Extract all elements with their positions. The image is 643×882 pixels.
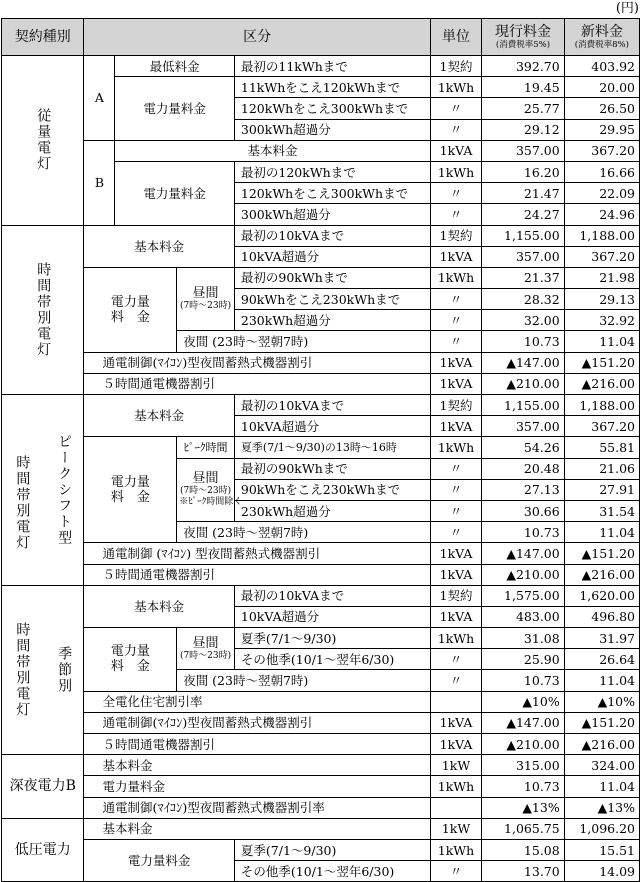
current-price: 31.08: [482, 628, 564, 649]
unit: 〃: [430, 458, 482, 479]
detail: 300kWh超過分: [234, 204, 430, 225]
current-price: 16.20: [482, 161, 564, 182]
new-price: 367.20: [564, 246, 639, 267]
table-row: [2, 564, 640, 585]
header-current: 現行料金 (消費税率5%): [482, 19, 564, 56]
current-price: 21.47: [482, 183, 564, 204]
discount-label: 全電化住宅割引率: [84, 691, 430, 712]
current-price: ▲147.00: [482, 712, 564, 733]
unit: 1kWh: [430, 267, 482, 288]
table-row: [2, 352, 640, 373]
new-price: 26.64: [564, 649, 639, 670]
unit: 1kVA: [430, 543, 482, 564]
current-price: 10.73: [482, 522, 564, 543]
current-price: 15.08: [482, 839, 564, 860]
energy-charge-label: 電力量 料 金: [84, 267, 177, 352]
unit: 1kVA: [430, 373, 482, 394]
table-row: [2, 734, 640, 755]
detail: 10kVA超過分: [234, 246, 430, 267]
unit: 〃: [430, 119, 482, 140]
base-charge-label: 基本料金: [84, 818, 430, 839]
daytime-label: 昼間 (7時～23時): [177, 628, 235, 670]
current-price: 29.12: [482, 119, 564, 140]
discount-label: 通電制御 (ﾏｲｺﾝ) 型夜間蓄熱式機器割引: [84, 543, 430, 564]
detail: 90kWhをこえ230kWhまで: [234, 479, 430, 500]
detail: 230kWh超過分: [234, 500, 430, 521]
unit: 1kW: [430, 818, 482, 839]
detail: 120kWhをこえ300kWhまで: [234, 98, 430, 119]
unit: 1契約: [430, 585, 482, 606]
new-price: 1,188.00: [564, 395, 639, 416]
new-price: 403.92: [564, 56, 639, 77]
unit: 1kVA: [430, 352, 482, 373]
contract-peak: ピークシフト型 時間帯別電灯: [2, 395, 84, 586]
current-price: 54.26: [482, 437, 564, 458]
min-charge-label: 最低料金: [115, 56, 235, 77]
energy-charge-label: 電力量料金: [115, 77, 235, 141]
energy-charge-label: 電力量料金: [84, 839, 234, 881]
current-price: 13.70: [482, 861, 564, 882]
unit: 1kVA: [430, 140, 482, 161]
new-price: ▲151.20: [564, 543, 639, 564]
base-charge-label: 基本料金: [84, 585, 234, 627]
new-price: 1,620.00: [564, 585, 639, 606]
current-price: 21.37: [482, 267, 564, 288]
new-price: 11.04: [564, 670, 639, 691]
detail: 10kVA超過分: [234, 416, 430, 437]
new-price: 1,096.20: [564, 818, 639, 839]
new-price: 29.13: [564, 289, 639, 310]
discount-label: 通電制御(ﾏｲｺﾝ)型夜間蓄熱式機器割引率: [84, 797, 430, 818]
new-price: ▲10%: [564, 691, 639, 712]
current-price: ▲210.00: [482, 373, 564, 394]
new-price: ▲216.00: [564, 564, 639, 585]
current-price: 32.00: [482, 310, 564, 331]
unit: 〃: [430, 98, 482, 119]
table-row: [2, 543, 640, 564]
detail: 最初の10kVAまで: [234, 225, 430, 246]
unit: 1kVA: [430, 564, 482, 585]
sub-contract-b: B: [84, 140, 115, 225]
detail: 最初の120kWhまで: [234, 161, 430, 182]
detail: 最初の90kWhまで: [234, 458, 430, 479]
sub-contract-a: A: [84, 56, 115, 141]
table-row: [2, 628, 640, 649]
new-price: 324.00: [564, 755, 639, 776]
night-detail: 夜間 (23時～翌朝7時): [177, 522, 431, 543]
current-price: 10.73: [482, 331, 564, 352]
unit: 〃: [430, 204, 482, 225]
new-price: 21.06: [564, 458, 639, 479]
table-row: [2, 797, 640, 818]
new-price: 26.50: [564, 98, 639, 119]
unit: 1kWh: [430, 437, 482, 458]
night-detail: 夜間 (23時～翌朝7時): [177, 331, 431, 352]
table-row: [2, 437, 640, 458]
current-price: 357.00: [482, 416, 564, 437]
base-charge-label: 基本料金: [84, 755, 430, 776]
unit: 1kWh: [430, 776, 482, 797]
base-charge-label: 基本料金: [84, 395, 234, 437]
new-price: 29.95: [564, 119, 639, 140]
new-price: 1,188.00: [564, 225, 639, 246]
table-row: [2, 755, 640, 776]
unit: 〃: [430, 670, 482, 691]
night-detail: 夜間 (23時～翌朝7時): [177, 670, 431, 691]
energy-charge-label: 電力量 料 金: [84, 628, 177, 692]
new-price: 496.80: [564, 606, 639, 627]
new-price: 367.20: [564, 416, 639, 437]
contract-teiatsu: 低圧電力: [2, 818, 84, 882]
unit: 〃: [430, 649, 482, 670]
daytime-label: 昼間 (7時～23時): [177, 267, 235, 331]
discount-label: ５時間通電機器割引: [84, 734, 430, 755]
header-row: [2, 19, 640, 56]
new-price: 27.91: [564, 479, 639, 500]
unit: 1契約: [430, 225, 482, 246]
new-price: 16.66: [564, 161, 639, 182]
new-price: 11.04: [564, 522, 639, 543]
unit: 1契約: [430, 395, 482, 416]
table-row: [2, 839, 640, 860]
detail: 最初の10kVAまで: [234, 395, 430, 416]
current-price: 25.90: [482, 649, 564, 670]
contract-kisetsu: 季節別 時間帯別電灯: [2, 585, 84, 755]
unit: 1契約: [430, 56, 482, 77]
base-charge-label: 基本料金: [115, 140, 430, 161]
unit: 1kWh: [430, 628, 482, 649]
new-price: 367.20: [564, 140, 639, 161]
current-price: ▲13%: [482, 797, 564, 818]
current-price: 392.70: [482, 56, 564, 77]
new-price: ▲216.00: [564, 373, 639, 394]
peak-time-label: ﾋﾟｰｸ時間: [177, 437, 235, 458]
unit: 〃: [430, 522, 482, 543]
unit: 1kVA: [430, 416, 482, 437]
currency-unit-note: (円): [615, 1, 639, 16]
table-row: [2, 267, 640, 288]
current-price: ▲10%: [482, 691, 564, 712]
current-price: 357.00: [482, 140, 564, 161]
detail: 10kVA超過分: [234, 606, 430, 627]
table-row: [2, 776, 640, 797]
unit: 1kWh: [430, 77, 482, 98]
contract-shinya: 深夜電力B: [2, 755, 84, 819]
new-price: ▲216.00: [564, 734, 639, 755]
header-contract: 契約種別: [2, 19, 84, 56]
detail: 最初の10kVAまで: [234, 585, 430, 606]
detail: 11kWhをこえ120kWhまで: [234, 77, 430, 98]
current-price: 24.27: [482, 204, 564, 225]
detail: 90kWhをこえ230kWhまで: [234, 289, 430, 310]
table-row: [2, 56, 640, 77]
table-row: [2, 818, 640, 839]
table-row: [2, 395, 640, 416]
unit: 1kVA: [430, 712, 482, 733]
detail: 300kWh超過分: [234, 119, 430, 140]
new-price: 20.00: [564, 77, 639, 98]
table-row: [2, 373, 640, 394]
contract-jyuryo: 従量電灯: [2, 56, 84, 226]
energy-charge-label: 電力量料金: [84, 776, 430, 797]
unit: 〃: [430, 310, 482, 331]
detail: 夏季(7/1～9/30): [234, 839, 430, 860]
new-price: 31.54: [564, 500, 639, 521]
new-price: ▲151.20: [564, 352, 639, 373]
new-price: 11.04: [564, 331, 639, 352]
header-new: 新料金 (消費税率8%): [564, 19, 639, 56]
current-price: 28.32: [482, 289, 564, 310]
current-price: 19.45: [482, 77, 564, 98]
detail: 夏季(7/1～9/30)の13時～16時: [234, 437, 430, 458]
new-price: 15.51: [564, 839, 639, 860]
unit: [430, 797, 482, 818]
unit: 〃: [430, 500, 482, 521]
current-price: 483.00: [482, 606, 564, 627]
table-row: [2, 712, 640, 733]
table-row: [2, 691, 640, 712]
new-price: 22.09: [564, 183, 639, 204]
discount-label: 通電制御(ﾏｲｺﾝ)型夜間蓄熱式機器割引: [84, 712, 430, 733]
unit: 1kVA: [430, 606, 482, 627]
current-price: 315.00: [482, 755, 564, 776]
current-price: 20.48: [482, 458, 564, 479]
discount-label: ５時間通電機器割引: [84, 564, 430, 585]
current-price: 1,575.00: [482, 585, 564, 606]
current-price: ▲147.00: [482, 543, 564, 564]
detail: 120kWhをこえ300kWhまで: [234, 183, 430, 204]
unit: 〃: [430, 861, 482, 882]
unit: [430, 691, 482, 712]
detail: 230kWh超過分: [234, 310, 430, 331]
current-price: ▲147.00: [482, 352, 564, 373]
current-price: ▲210.00: [482, 564, 564, 585]
energy-charge-label: 電力量 料 金: [84, 437, 177, 543]
discount-label: ５時間通電機器割引: [84, 373, 430, 394]
current-price: 10.73: [482, 776, 564, 797]
current-price: 1,155.00: [482, 395, 564, 416]
new-price: 55.81: [564, 437, 639, 458]
current-price: 30.66: [482, 500, 564, 521]
rate-table: [1, 18, 640, 882]
energy-charge-label: 電力量料金: [115, 161, 235, 225]
new-price: ▲151.20: [564, 712, 639, 733]
current-price: 1,155.00: [482, 225, 564, 246]
new-price: 24.96: [564, 204, 639, 225]
unit: 〃: [430, 331, 482, 352]
unit: 1kWh: [430, 839, 482, 860]
base-charge-label: 基本料金: [84, 225, 234, 267]
table-row: [2, 140, 640, 161]
unit: 1kVA: [430, 246, 482, 267]
header-category: 区分: [84, 19, 430, 56]
table-row: [2, 225, 640, 246]
new-price: 21.98: [564, 267, 639, 288]
contract-jikan: 時間帯別電灯: [2, 225, 84, 395]
current-price: 10.73: [482, 670, 564, 691]
current-price: 1,065.75: [482, 818, 564, 839]
header-unit: 単位: [430, 19, 482, 56]
unit: 1kVA: [430, 734, 482, 755]
new-price: 31.97: [564, 628, 639, 649]
new-price: 32.92: [564, 310, 639, 331]
unit: 1kW: [430, 755, 482, 776]
unit: 〃: [430, 183, 482, 204]
current-price: 25.77: [482, 98, 564, 119]
unit: 〃: [430, 479, 482, 500]
daytime-label: 昼間 (7時～23時) ※ﾋﾟｰｸ時間除く: [177, 458, 235, 522]
current-price: 27.13: [482, 479, 564, 500]
detail: 最初の11kWhまで: [234, 56, 430, 77]
current-price: 357.00: [482, 246, 564, 267]
detail: 最初の90kWhまで: [234, 267, 430, 288]
detail: 夏季(7/1～9/30): [234, 628, 430, 649]
discount-label: 通電制御(ﾏｲｺﾝ)型夜間蓄熱式機器割引: [84, 352, 430, 373]
new-price: 11.04: [564, 776, 639, 797]
current-price: ▲210.00: [482, 734, 564, 755]
unit: 〃: [430, 289, 482, 310]
new-price: 14.09: [564, 861, 639, 882]
detail: その他季(10/1～翌年6/30): [234, 861, 430, 882]
table-row: [2, 585, 640, 606]
unit: 1kWh: [430, 161, 482, 182]
detail: その他季(10/1～翌年6/30): [234, 649, 430, 670]
new-price: ▲13%: [564, 797, 639, 818]
